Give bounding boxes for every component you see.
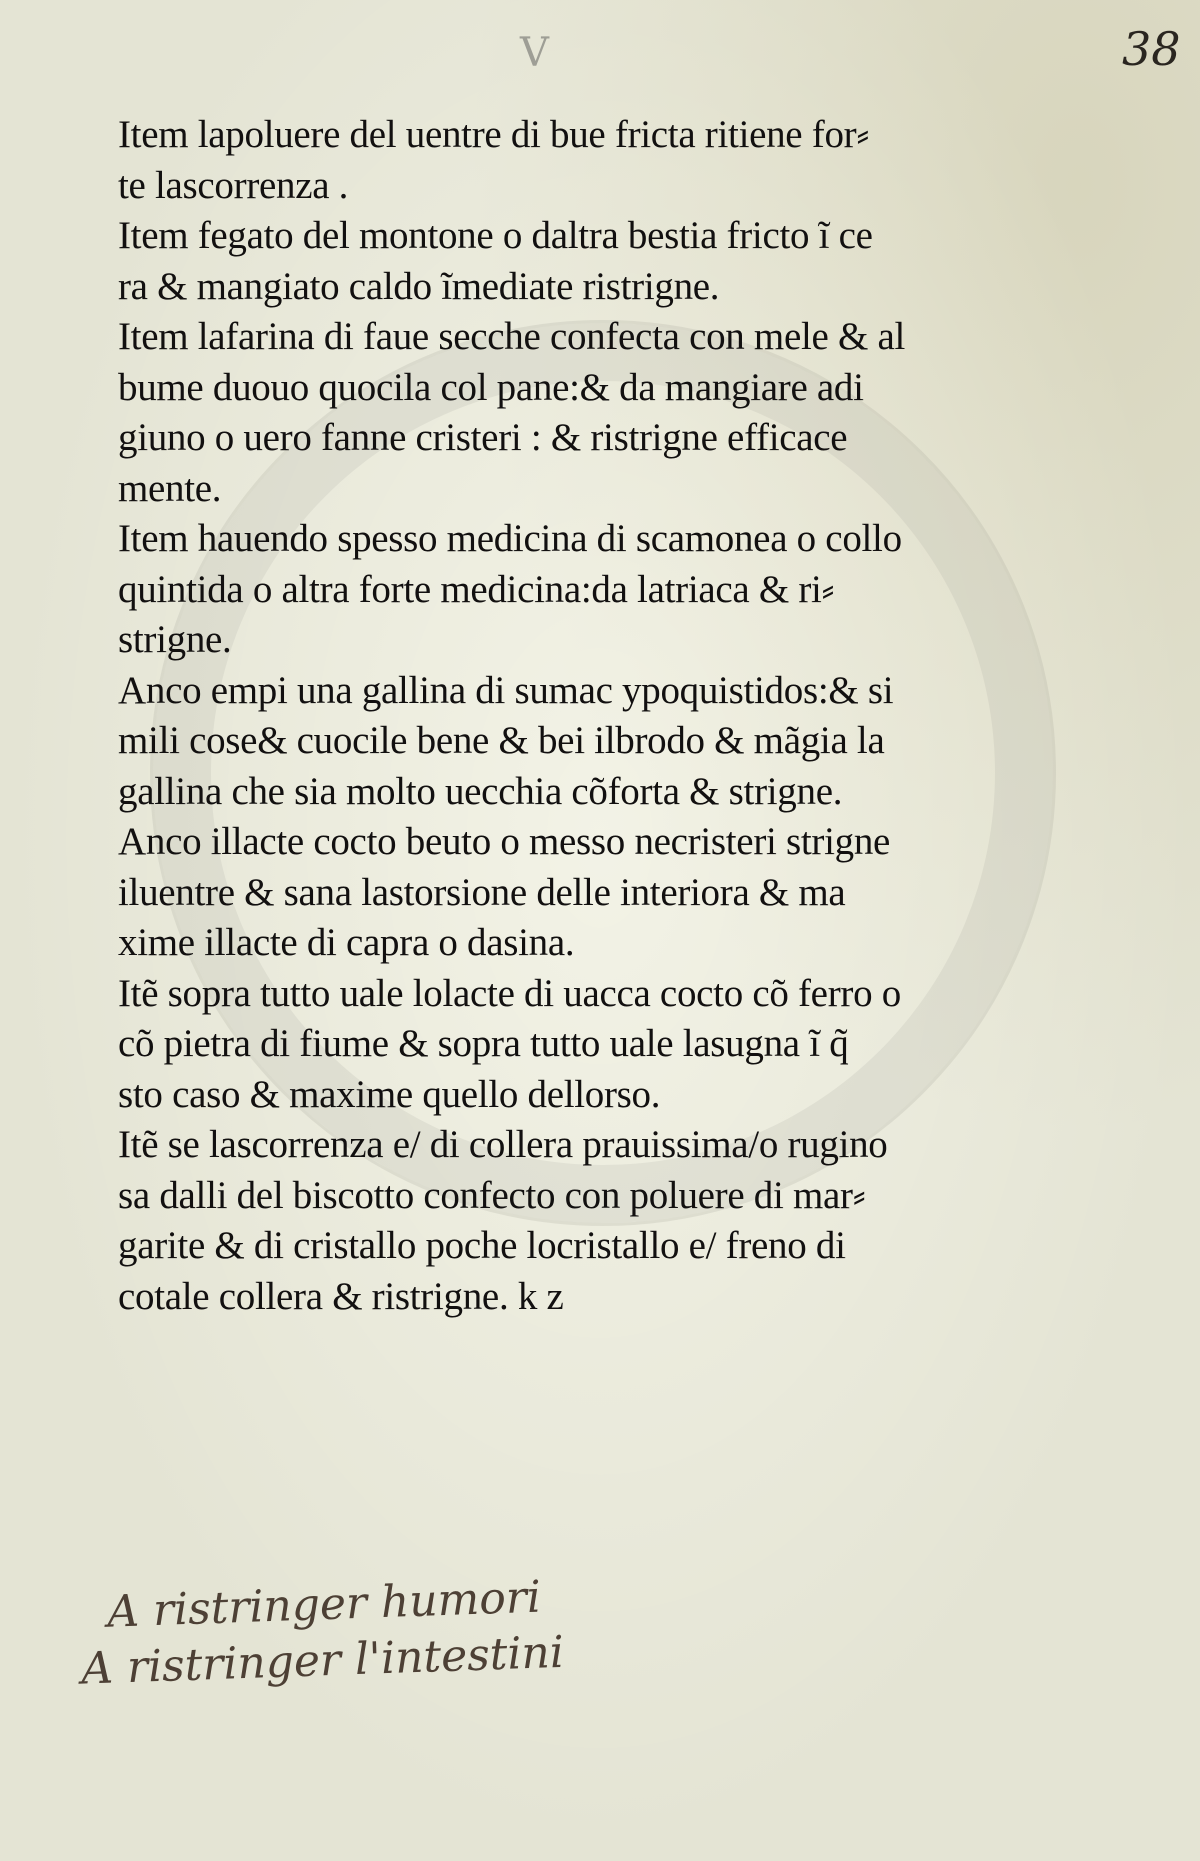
printed-text-block	[118, 110, 1098, 1322]
text-line: Item fegato del montone o daltra bestia fricto ĩ ce	[118, 214, 873, 257]
paragraph	[118, 666, 1098, 818]
paragraph	[118, 1120, 1098, 1322]
text-line: Item lafarina di faue secche confecta con mele & al	[118, 315, 905, 358]
text-line: cõ pietra di fiume & sopra tutto uale lasugna ĩ q̃	[118, 1022, 849, 1065]
text-line: garite & di cristallo poche locristallo e/ freno di	[118, 1224, 846, 1267]
text-line: Itẽ sopra tutto uale lolacte di uacca cocto cõ ferro o	[118, 971, 901, 1015]
paragraph	[118, 817, 1098, 969]
text-line: Itẽ se lascorrenza e/ di collera prauissima/o rugino	[118, 1123, 888, 1166]
handwritten-line: A ristringer humori	[106, 1571, 542, 1638]
text-line: bume duouo quocila col pane:& da mangiare adi	[118, 365, 864, 409]
text-line: te lascorrenza .	[118, 163, 349, 207]
paragraph	[118, 211, 1098, 312]
handwritten-annotation	[78, 1554, 981, 1697]
text-line: gallina che sia molto uecchia cõforta & strigne.	[118, 769, 843, 813]
text-line: Item hauendo spesso medicina di scamonea o collo	[118, 517, 902, 560]
text-line: quintida o altra forte medicina:da latriaca & ri⸗	[118, 567, 835, 611]
text-line: sto caso & maxime quello dellorso.	[118, 1072, 661, 1116]
text-line: Anco illacte cocto beuto o messo necristeri strigne	[118, 820, 891, 863]
paragraph	[118, 514, 1098, 666]
handwritten-line: A ristringer l'intestini	[80, 1626, 565, 1695]
text-line: sa dalli del biscotto confecto con poluere di mar⸗	[118, 1173, 866, 1217]
text-line: mente.	[118, 466, 222, 510]
text-line: iluentre & sana lastorsione delle interiora & ma	[118, 870, 846, 914]
text-line: Item lapoluere del uentre di bue fricta ritiene for⸗	[118, 113, 870, 156]
text-line: cotale collera & ristrigne. k z	[118, 1274, 564, 1318]
paragraph	[118, 110, 1098, 211]
text-line: ra & mangiato caldo ĩmediate ristrigne.	[118, 264, 720, 308]
text-line: mili cose& cuocile bene & bei ilbrodo & mãgia la	[118, 719, 885, 762]
paragraph	[118, 312, 1098, 514]
quire-mark: V	[520, 30, 549, 76]
folio-number: 38	[1122, 22, 1181, 76]
text-line: Anco empi una gallina di sumac ypoquistidos:& si	[118, 668, 894, 712]
text-line: xime illacte di capra o dasina.	[118, 921, 575, 964]
text-line: strigne.	[118, 618, 232, 661]
text-line: giuno o uero fanne cristeri : & ristrigne efficace	[118, 416, 848, 459]
paragraph	[118, 969, 1098, 1121]
